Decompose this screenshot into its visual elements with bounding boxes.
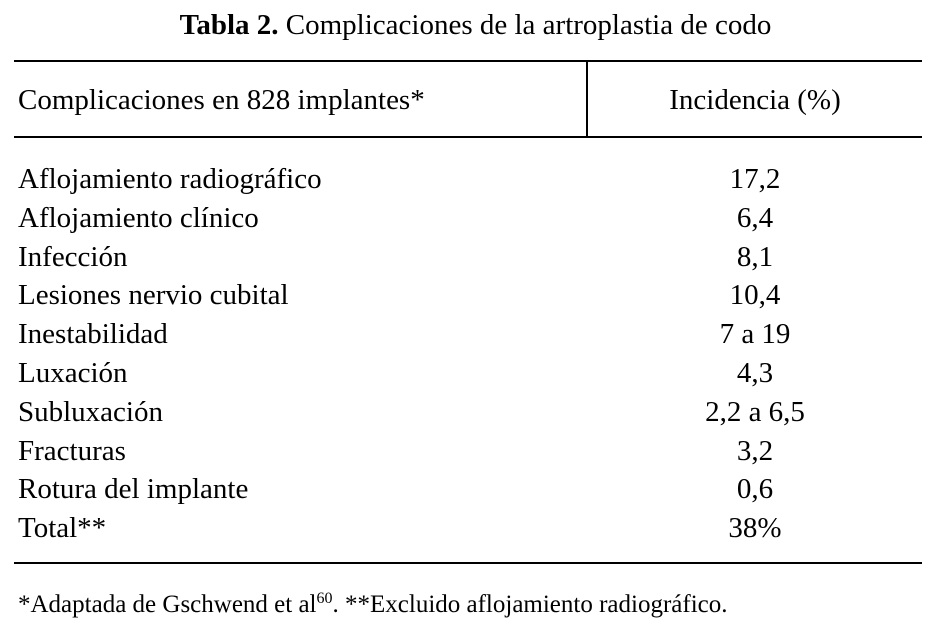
footnote-note: . **Excluido aflojamiento radiográfico. [332,591,728,618]
row-label: Total** [18,512,107,545]
row-value: 38% [728,512,782,545]
column-header-complications: Complicaciones en 828 implantes* [18,84,425,116]
row-label: Subluxación [18,395,163,428]
row-value: 2,2 a 6,5 [705,395,805,428]
row-value: 7 a 19 [719,318,791,351]
row-label: Inestabilidad [18,318,168,351]
row-label: Aflojamiento clínico [18,201,259,234]
row-label: Rotura del implante [18,473,249,506]
table-row [0,393,951,432]
table-title-label: Tabla 2. [179,9,279,41]
row-value: 0,6 [736,473,774,506]
footnote-reference-number: 60 [316,590,333,607]
row-value: 4,3 [736,356,774,389]
row-label: Aflojamiento radiográfico [18,163,322,195]
table-row [0,470,951,509]
table-row [0,432,951,471]
table-top-rule [14,60,922,62]
table-row-total [0,509,951,548]
row-value: 10,4 [729,279,781,312]
footnote-source: *Adaptada de Gschwend et al [18,591,317,618]
row-label: Infección [18,240,128,273]
table-row [0,199,951,238]
table-row [0,276,951,315]
table-title-text: Complicaciones de la artroplastia de codo [278,9,772,41]
header-bottom-rule [14,136,922,138]
column-header-incidence: Incidencia (%) [669,84,841,116]
row-label: Lesiones nervio cubital [18,279,289,312]
table-title [0,8,951,42]
table-row [0,315,951,354]
table-body [0,160,951,548]
table-bottom-rule [14,562,922,564]
row-value: 6,4 [736,201,774,234]
row-label: Fracturas [18,434,126,467]
row-value: 3,2 [736,434,774,467]
table-row [0,160,951,199]
table-row [0,354,951,393]
row-label: Luxación [18,356,128,389]
row-value: 17,2 [729,163,781,195]
table-row [0,238,951,277]
row-value: 8,1 [736,240,774,273]
table-footnote [18,590,728,620]
